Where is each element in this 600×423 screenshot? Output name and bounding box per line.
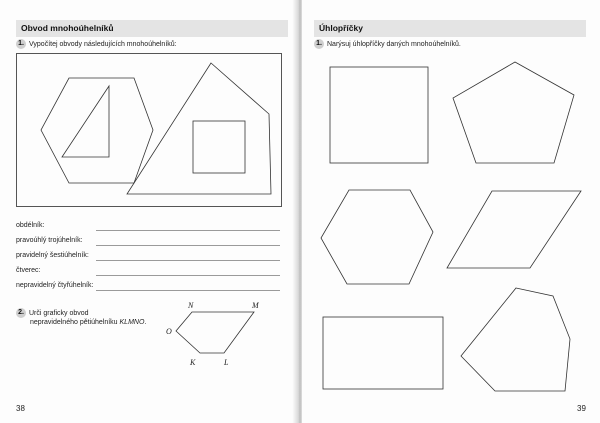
task-1-instruction	[16, 39, 177, 49]
vertex-label-l: L	[224, 358, 229, 367]
vertex-label-m: M	[252, 301, 259, 310]
answer-label: pravoúhlý trojúhelník:	[16, 237, 83, 244]
task-2-instruction	[16, 308, 161, 327]
answer-label: čtverec:	[16, 267, 41, 274]
task-1-text-right: Narýsuj úhlopříčky daných mnohoúhelníků.	[327, 40, 461, 48]
left-page	[0, 0, 298, 423]
answer-field[interactable]	[96, 290, 280, 291]
answer-label: obdélník:	[16, 222, 45, 229]
answer-regular-hexagon	[16, 250, 280, 262]
irregular-hexagon-shape	[461, 288, 570, 391]
perimeter-shapes-frame	[16, 53, 282, 207]
parallelogram-shape	[447, 191, 581, 268]
right-page	[302, 0, 600, 423]
vertex-label-k: K	[190, 358, 196, 367]
task-2-line-2-suffix: .	[144, 319, 147, 326]
task-2-line-1: Urči graficky obvod	[29, 309, 89, 317]
answer-label: nepravidelný čtyřúhelník:	[16, 282, 94, 289]
answer-field[interactable]	[96, 245, 280, 246]
vertex-label-n: N	[188, 301, 194, 310]
task-number-badge: 1.	[314, 39, 324, 49]
answer-field[interactable]	[96, 275, 280, 276]
answer-label: pravidelný šestiúhelník:	[16, 252, 89, 259]
page-number-right: 39	[577, 404, 586, 413]
pentagon-klmno-figure	[162, 298, 272, 368]
regular-pentagon-shape	[453, 62, 574, 163]
square-shape	[193, 121, 245, 173]
page-number-left: 38	[16, 404, 25, 413]
answer-square	[16, 265, 280, 277]
answer-field[interactable]	[96, 230, 280, 231]
answer-irregular-quadrilateral	[16, 280, 280, 292]
task-number-badge: 2.	[16, 308, 26, 318]
answer-field[interactable]	[96, 260, 280, 261]
perimeter-shapes-figure	[17, 54, 281, 206]
task-2-line-2-text: nepravidelného pětiúhelníku	[30, 319, 120, 326]
task-1-instruction-right	[314, 39, 461, 49]
pentagon-klmno-shape	[176, 312, 254, 353]
square-shape	[330, 67, 428, 163]
irregular-pentagon-shape	[127, 63, 271, 194]
section-title-perimeter: Obvod mnohoúhelníků	[16, 20, 288, 37]
regular-hexagon-shape	[321, 190, 433, 284]
task-1-text: Vypočítej obvody následujících mnohoúhelníků:	[29, 40, 177, 48]
section-title-diagonals: Úhlopříčky	[314, 20, 586, 37]
task-2-line-2	[16, 318, 161, 327]
task-number-badge: 1.	[16, 39, 26, 49]
right-triangle-shape	[62, 86, 109, 157]
regular-hexagon-shape	[41, 78, 153, 183]
answer-rectangle	[16, 220, 280, 232]
diagonals-shapes-figure	[302, 55, 592, 395]
vertex-label-o: O	[166, 327, 172, 336]
pentagon-name: KLMNO	[119, 319, 145, 326]
answer-right-triangle	[16, 235, 280, 247]
rectangle-shape	[323, 317, 443, 389]
